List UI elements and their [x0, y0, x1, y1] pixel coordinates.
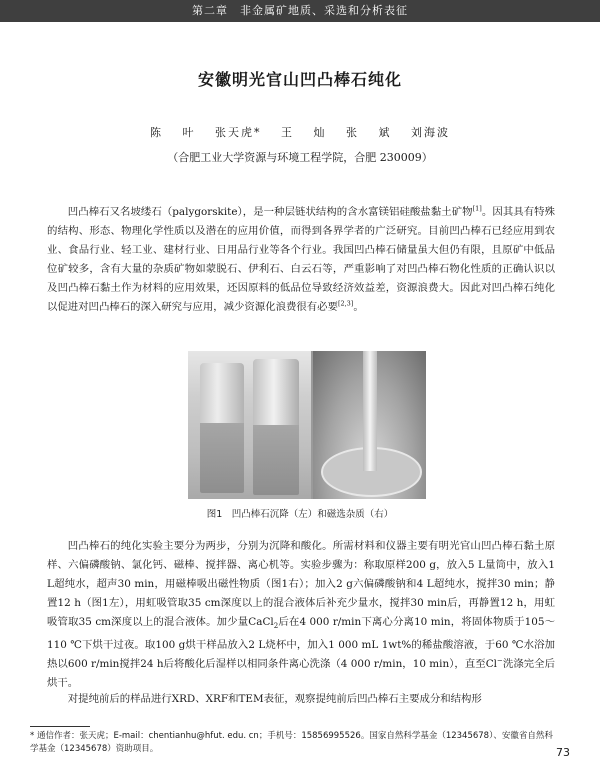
paragraph-intro-text-a: 凹凸棒石又名坡缕石（palygorskite），是一种层链状结构的含水富镁铝硅酸盐黏土矿物 — [67, 206, 473, 218]
article-title: 安徽明光官山凹凸棒石纯化 — [197, 70, 402, 89]
chloride-superscript: − — [496, 656, 503, 665]
paragraph-intro-text-c: 。 — [353, 301, 364, 313]
magnetic-rod — [363, 351, 377, 471]
magnetic-separation-photo — [313, 351, 426, 499]
paragraph-intro-text-b: 。因其具有特殊的结构、形态、物理化学性质以及潜在的应用价值，而得到各界学者的广泛研究。目前凹凸棒石已经应用到农业、食品行业、轻工业、建材行业、日用品行业等各个行业。我国凹凸棒石储量虽大但仍有限，且原矿中低品位矿较多，含有大量的杂质矿物如蒙脱石、伊利石、白云石等，严重影响了对凹凸棒石物化性质的正确认识以及凹凸棒石黏土作为材料的应用效果，还因原料的低品位导致经济效益差，资源浪费大。因此对凹凸棒石纯化以促进对凹凸棒石的深入研究与应用，减少资源化浪费很有必要 — [47, 206, 555, 313]
subscript-2: 2 — [273, 622, 279, 631]
figure-1-photos — [188, 351, 426, 499]
page-number: 73 — [556, 746, 570, 759]
affiliation-line: （合肥工业大学资源与环境工程学院，合肥 230009） — [167, 151, 433, 164]
citation-ref-1: [1] — [472, 204, 482, 213]
paragraph-intro — [47, 203, 555, 317]
paragraph-results: 对提纯前后的样品进行XRD、XRF和TEM表征，观察提纯前后凹凸棒石主要成分和结构形 — [67, 693, 482, 705]
footnote-divider — [30, 726, 90, 727]
running-header: 第二章 非金属矿地质、采选和分析表征 — [0, 0, 600, 22]
graduated-cylinder-right — [253, 359, 299, 495]
citation-ref-2-3: [2,3] — [337, 299, 354, 308]
paragraph-method — [47, 537, 555, 693]
authors-line: 陈 叶 张天虎* 王 灿 张 斌 刘海波 — [150, 126, 450, 139]
footnote: * 通信作者：张天虎；E-mail：chentianhu@hfut. edu. cn；手机号：15856995526。国家自然科学基金（12345678）、安徽省自然科学基金（12345678）资助项目。 — [30, 731, 553, 754]
graduated-cylinder-left — [200, 363, 244, 493]
paragraph-method-text-a: 凹凸棒石的纯化实验主要分为两步，分别为沉降和酸化。所需材料和仪器主要有明光官山凹凸棒石黏土原样、六偏磷酸钠、氯化钙、磁棒、搅拌器、离心机等。实验步骤为：称取原样200 g，放入5 L量筒中，放入1 L超纯水，超声30 min，用磁棒吸出磁性物质（图1右）；加入2 g六偏磷酸钠和4 L超纯水，搅拌30 min；静置12 h（图1左），用虹吸管取35 cm深度以上的混合液体后补充少量水，搅拌30 min后，再静置12 h，用虹吸管取35 cm深度以上的混合液体。加少量CaCl — [47, 540, 555, 628]
paragraph-method-text-c: 洗涤完全后烘干。 — [47, 658, 555, 690]
figure-caption: 图1 凹凸棒石沉降（左）和磁选杂质（右） — [206, 509, 394, 520]
paragraph-method-text-b: 后在4 000 r/min下离心分离10 min，将固体物质于105～110 ℃下烘干过夜。取100 g烘干样品放入2 L烧杯中，加入1 000 mL 1wt%的稀盐酸溶液，于60 ℃水浴加热以600 r/min搅拌24 h后将酸化后湿样以相同条件离心洗涤（4 000 r/min，10 min），直至Cl — [47, 616, 556, 671]
sedimentation-photo — [188, 351, 311, 499]
